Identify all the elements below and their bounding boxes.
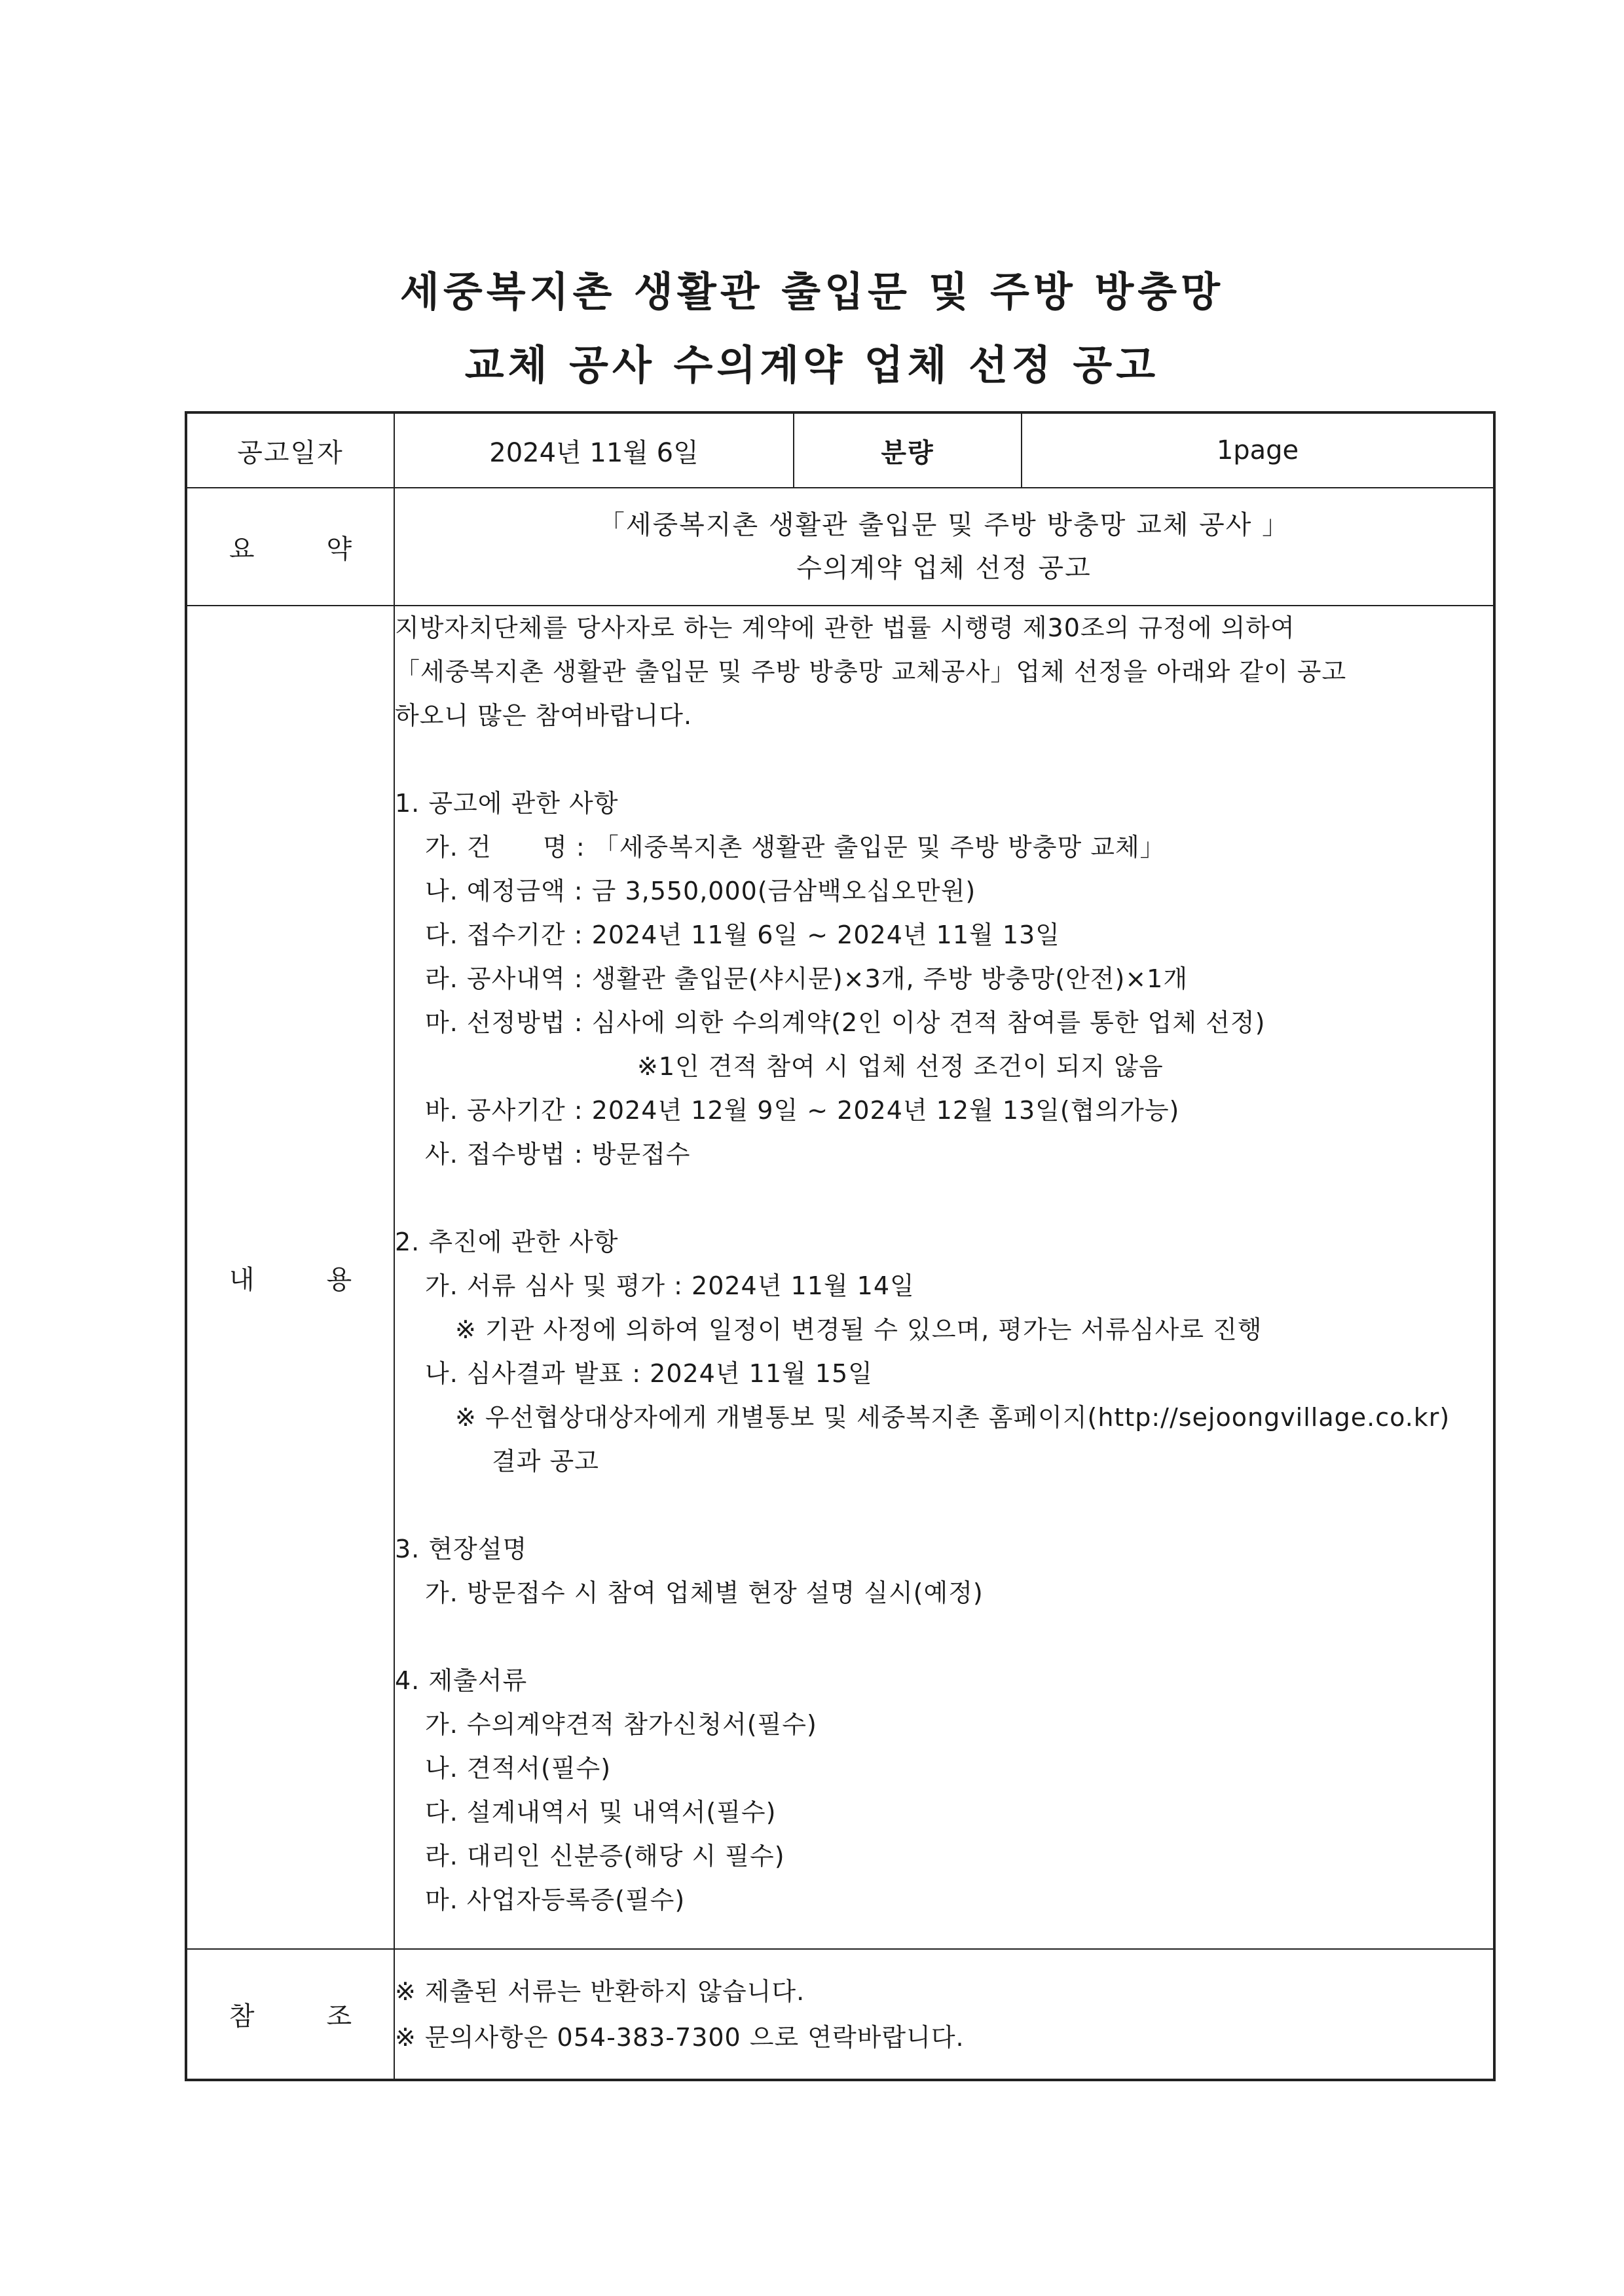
content-label-a: 내 bbox=[229, 1264, 255, 1295]
s2-note-b2: 결과 공고 bbox=[492, 1447, 599, 1476]
summary-line-1: 「세중복지촌 생활관 출입문 및 주방 방충망 교체 공사 」 bbox=[598, 510, 1290, 540]
s1-item-3: 다. 접수기간 : 2024년 11월 6일 ~ 2024년 11월 13일 bbox=[425, 920, 1060, 949]
section-4-heading: 4. 제출서류 bbox=[395, 1666, 528, 1695]
intro-line-2: 「세중복지촌 생활관 출입문 및 주방 방충망 교체공사」업체 선정을 아래와 같이 공고 bbox=[395, 657, 1347, 686]
section-1-heading: 1. 공고에 관한 사항 bbox=[395, 789, 619, 818]
summary-label-b: 약 bbox=[326, 534, 352, 564]
date-label: 공고일자 bbox=[186, 412, 394, 488]
s1-item-7: 사. 접수방법 : 방문접수 bbox=[425, 1140, 691, 1169]
reference-label-b: 조 bbox=[326, 2001, 352, 2032]
notice-title bbox=[0, 255, 1624, 402]
s1-item-2: 나. 예정금액 : 금 3,550,000(금삼백오십오만원) bbox=[425, 877, 976, 905]
reference-row bbox=[186, 1949, 1494, 2080]
s2-note-b1: ※ 우선협상대상자에게 개별통보 및 세중복지촌 홈페이지(http://sejoongvillage.co.kr) bbox=[455, 1403, 1450, 1432]
content-row bbox=[186, 606, 1494, 1949]
s2-item-b: 나. 심사결과 발표 : 2024년 11월 15일 bbox=[425, 1359, 873, 1388]
s1-item-5: 마. 선정방법 : 심사에 의한 수의계약(2인 이상 견적 참여를 통한 업체 선정) bbox=[425, 1008, 1266, 1037]
content-label bbox=[186, 606, 394, 1949]
title-line-1: 세중복지촌 생활관 출입문 및 주방 방충망 bbox=[399, 268, 1225, 316]
content-body bbox=[394, 606, 1494, 1949]
s3-item-a: 가. 방문접수 시 참여 업체별 현장 설명 실시(예정) bbox=[425, 1578, 984, 1607]
s1-note: ※1인 견적 참여 시 업체 선정 조건이 되지 않음 bbox=[637, 1052, 1164, 1081]
s1-item-6: 바. 공사기간 : 2024년 12월 9일 ~ 2024년 12월 13일(협의가능) bbox=[425, 1096, 1180, 1125]
s4-item-1: 가. 수의계약견적 참가신청서(필수) bbox=[425, 1710, 817, 1739]
content-label-b: 용 bbox=[326, 1264, 352, 1295]
s4-item-3: 다. 설계내역서 및 내역서(필수) bbox=[425, 1798, 777, 1827]
volume-label: 분량 bbox=[794, 412, 1022, 488]
reference-label bbox=[186, 1949, 394, 2080]
s4-item-5: 마. 사업자등록증(필수) bbox=[425, 1886, 686, 1914]
reference-label-a: 참 bbox=[229, 2001, 255, 2032]
s1-item-4: 라. 공사내역 : 생활관 출입문(샤시문)×3개, 주방 방충망(안전)×1개 bbox=[425, 964, 1189, 993]
summary-row bbox=[186, 488, 1494, 606]
title-line-2: 교체 공사 수의계약 업체 선정 공고 bbox=[464, 341, 1160, 389]
reference-body bbox=[394, 1949, 1494, 2080]
volume-value: 1page bbox=[1022, 412, 1494, 488]
summary-text bbox=[394, 488, 1494, 606]
section-2-heading: 2. 추진에 관한 사항 bbox=[395, 1228, 619, 1256]
section-3-heading: 3. 현장설명 bbox=[395, 1535, 528, 1563]
reference-line-1: ※ 제출된 서류는 반환하지 않습니다. bbox=[395, 1977, 805, 2006]
s4-item-4: 라. 대리인 신분증(해당 시 필수) bbox=[425, 1842, 785, 1870]
summary-line-2: 수의계약 업체 선정 공고 bbox=[796, 553, 1092, 583]
notice-table bbox=[185, 411, 1496, 2081]
s2-item-a: 가. 서류 심사 및 평가 : 2024년 11월 14일 bbox=[425, 1271, 915, 1300]
summary-label-a: 요 bbox=[229, 534, 255, 564]
reference-line-2: ※ 문의사항은 054-383-7300 으로 연락바랍니다. bbox=[395, 2022, 965, 2052]
s1-item-1: 가. 건 명 : 「세중복지촌 생활관 출입문 및 주방 방충망 교체」 bbox=[425, 833, 1166, 862]
s2-note-a: ※ 기관 사정에 의하여 일정이 변경될 수 있으며, 평가는 서류심사로 진행 bbox=[455, 1315, 1263, 1344]
summary-label bbox=[186, 488, 394, 606]
header-row bbox=[186, 412, 1494, 488]
intro-line-1: 지방자치단체를 당사자로 하는 계약에 관한 법률 시행령 제30조의 규정에 의하여 bbox=[395, 613, 1295, 642]
s4-item-2: 나. 견적서(필수) bbox=[425, 1754, 612, 1783]
date-value: 2024년 11월 6일 bbox=[394, 412, 794, 488]
intro-line-3: 하오니 많은 참여바랍니다. bbox=[395, 701, 693, 730]
